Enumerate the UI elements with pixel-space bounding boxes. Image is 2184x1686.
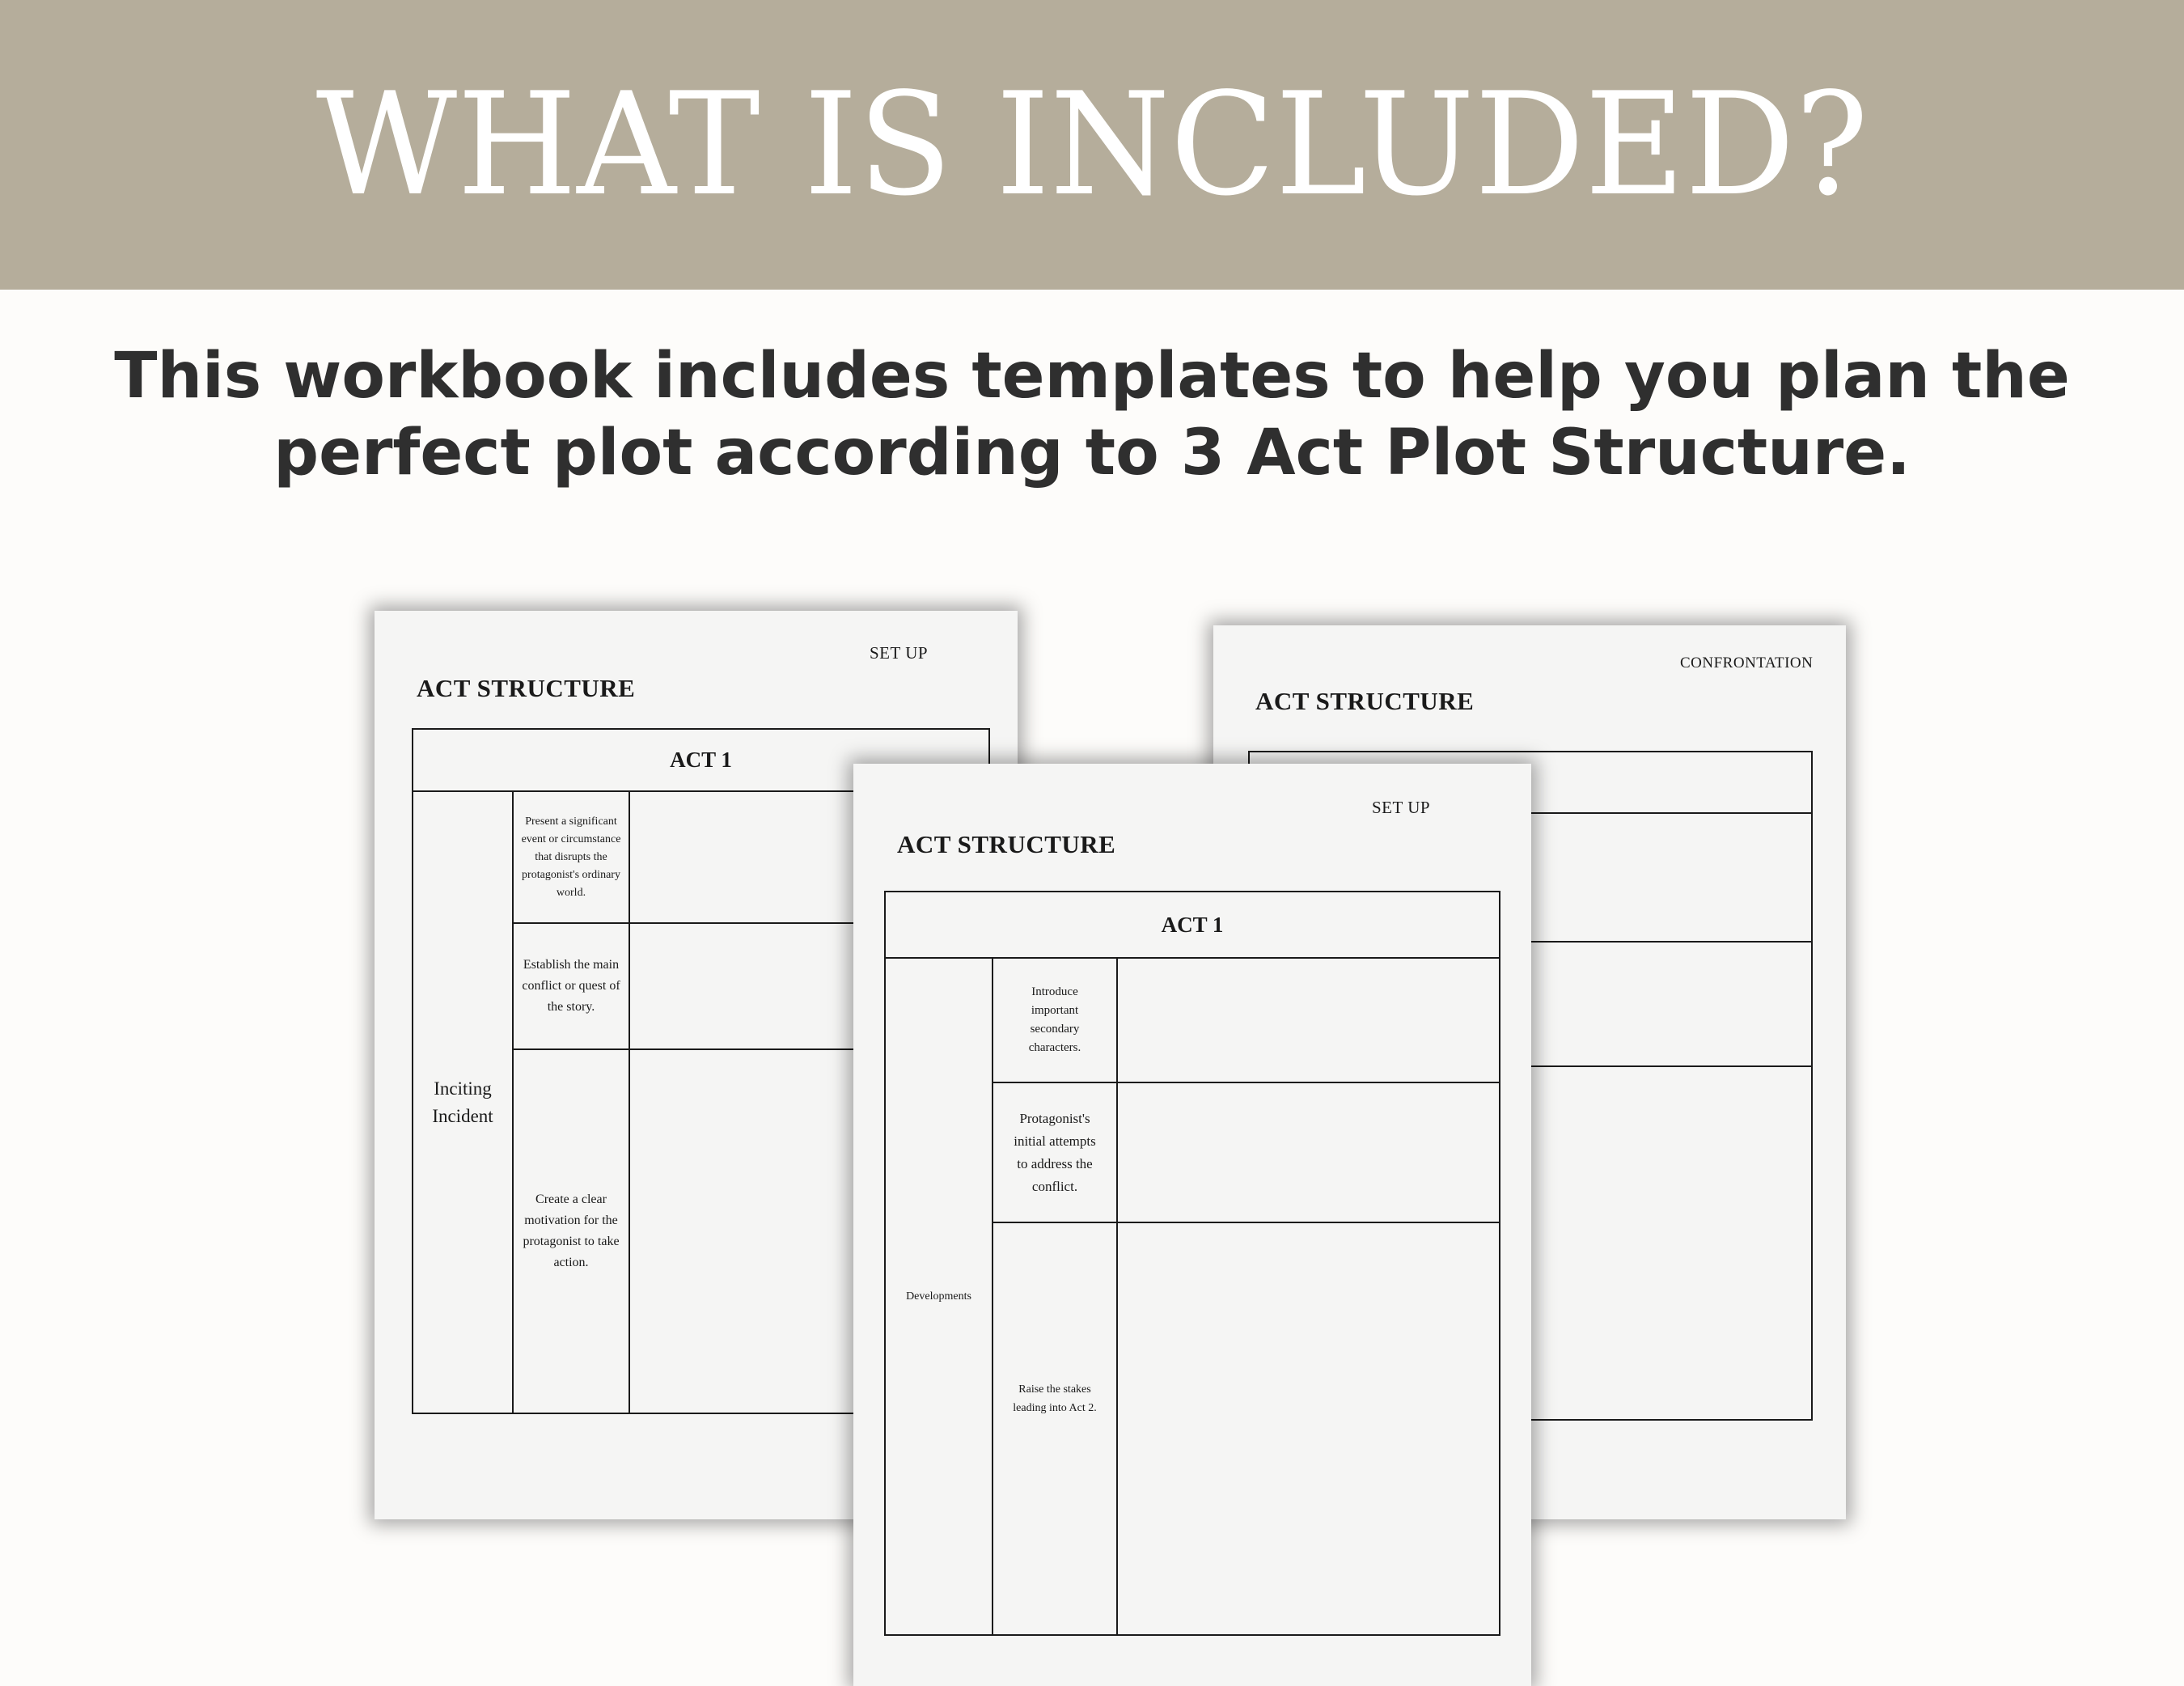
subtitle bbox=[0, 338, 2184, 492]
prompt-3: Create a clear motivation for the protagonist to take action. bbox=[523, 1192, 620, 1269]
prompt-2: Protagonist's initial attempts to address the conflict. bbox=[1014, 1110, 1096, 1194]
prompt-3: Raise the stakes leading into Act 2. bbox=[1013, 1383, 1097, 1414]
worksheet-front bbox=[853, 764, 1531, 1686]
act-header: ACT 1 bbox=[886, 892, 1499, 959]
act-table bbox=[884, 891, 1500, 1636]
sheet-tag: SET UP bbox=[1372, 798, 1431, 817]
prompt-1: Present a significant event or circumstance that disrupts the protagonist's ordinary world. bbox=[521, 815, 621, 899]
prompt-1: Introduce important secondary characters. bbox=[1028, 985, 1081, 1054]
title-banner bbox=[0, 0, 2184, 290]
section-label: Inciting Incident bbox=[432, 1078, 493, 1126]
sheet-heading: ACT STRUCTURE bbox=[417, 674, 636, 702]
prompt-2: Establish the main conflict or quest of the story. bbox=[522, 958, 620, 1014]
banner-title: WHAT IS INCLUDED? bbox=[315, 62, 1869, 227]
subtitle-line-2: perfect plot according to 3 Act Plot Structure. bbox=[273, 417, 1911, 489]
sheet-heading: ACT STRUCTURE bbox=[897, 830, 1116, 858]
act-header: ACT 1 bbox=[413, 730, 988, 792]
sheet-tag: SET UP bbox=[870, 643, 929, 663]
subtitle-line-1: This workbook includes templates to help you plan the bbox=[114, 340, 2070, 413]
sheet-heading: ACT STRUCTURE bbox=[1255, 687, 1475, 715]
sheet-tag: CONFRONTATION bbox=[1680, 654, 1814, 671]
section-label: Developments bbox=[906, 1290, 971, 1303]
column-divider bbox=[629, 790, 630, 1413]
column-divider bbox=[1116, 957, 1118, 1634]
